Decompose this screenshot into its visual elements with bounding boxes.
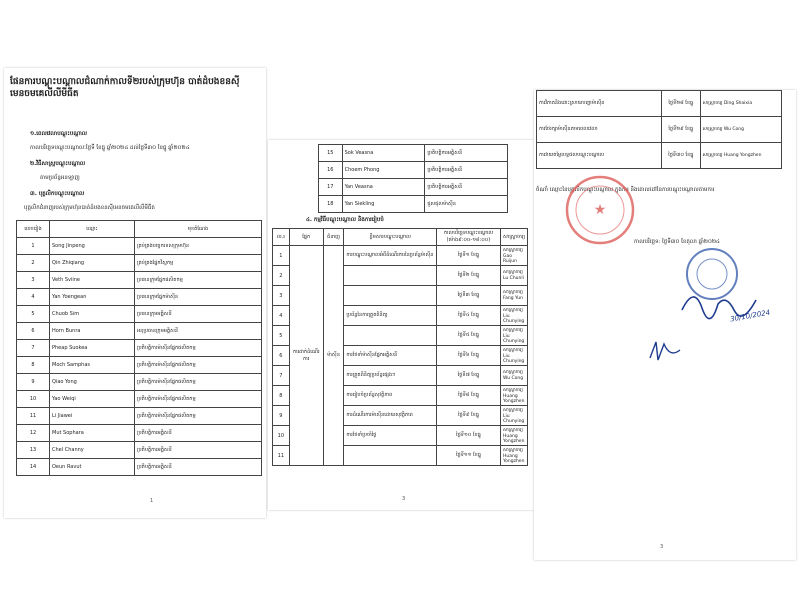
table-row [17,374,262,391]
page-number: 3 [660,544,664,550]
section-4-heading: ៤. កម្មវិធីបណ្តុះបណ្តាល និងការរៀបចំ [306,217,384,223]
training-topic: ប្រព័ន្ធនៃការត្រួតពិនិត្យ [344,306,437,326]
table-row [17,391,262,408]
teacher-name: សាស្ត្រាចារ្យ Huang Yongzhen [500,446,527,466]
staff-position: ប្រតិបត្តិការម៉ាស៊ីនផ្នែកផលិតកម្ម [135,340,262,357]
page-number: 3 [402,496,406,502]
staff-position: ប្រតិបត្តិការម៉ាស៊ីនផ្នែកផលិតកម្ម [135,391,262,408]
handwritten-date: 30/10/2024 [729,308,771,324]
table-row [17,323,262,340]
col-header-position: មុខតំណែង [135,221,262,238]
row-number: 5 [17,306,50,323]
row-number: 4 [17,289,50,306]
training-date: ថ្ងៃទី៩ ខែធ្នូ [436,406,500,426]
col-header-no: ល.រ [273,229,290,246]
table-row [17,425,262,442]
table-row [17,442,262,459]
row-number: 10 [273,426,290,446]
row-number: 18 [319,196,343,213]
training-date: ថ្ងៃទី៣០ ខែធ្នូ [662,143,701,169]
row-number: 13 [17,442,50,459]
staff-name: Yan Yoengean [50,289,135,306]
staff-position: អនុប្រធានក្រុមអគ្គិសនី [135,323,262,340]
staff-position: ប្រតិបត្តិការអគ្គិសនី [425,179,508,196]
staff-position: ប្រធានក្រុមផ្នែកផលិតកម្ម [135,272,262,289]
table-row [17,306,262,323]
table-row [273,246,528,266]
teacher-name: សាស្ត្រាចារ្យ Huang Yongzhen [700,143,781,169]
training-topic: ការបណ្តុះបណ្តាលអំពីដំណើរការនៃប្រព័ន្ធម៉ាស៊ីន [344,246,437,266]
note-text: ឈ្មោះនៃបុគ្គលិកបណ្តុះបណ្តាល ក្នុងការ និងគោលដៅនៃការបណ្តុះបណ្តាលតាមការ [549,187,715,193]
table-row [17,238,262,255]
staff-name: Li Jiawei [50,408,135,425]
teacher-name: សាស្ត្រាចារ្យ Liu Chunying [500,406,527,426]
training-date: ថ្ងៃទី២៨ ខែធ្នូ [662,91,701,117]
staff-position: ប្រធានក្រុមអគ្គិសនី [135,306,262,323]
table-row [17,340,262,357]
staff-name: Qiao Yong [50,374,135,391]
col-header-dept: ផ្នែក [289,229,323,246]
skill-cell: ម៉ាស៊ីន [323,246,344,466]
section-1-text: កាលបរិច្ឆេទបណ្តុះបណ្តាលៈថ្ងៃទី ខែធ្នូ ឆ្នាំ២០២៤ ដល់ថ្ងៃទី៣០ ខែធ្នូ ឆ្នាំ២០២៤ [30,145,190,151]
section-1-heading: ១.ពេលវេលាបណ្តុះបណ្តាល [30,131,88,137]
teacher-name: សាស្ត្រាចារ្យ Wu Cong [500,366,527,386]
table-row [537,117,782,143]
staff-position: ជួសជុលម៉ាស៊ីន [425,196,508,213]
department-cell: ការដាក់ដំណើរការ [289,246,323,466]
row-number: 2 [17,255,50,272]
staff-name: Yan Veasna [342,179,425,196]
row-number: 1 [17,238,50,255]
staff-name: Veth Sviine [50,272,135,289]
staff-name: Choem Phong [342,162,425,179]
signature-date: កាលបរិច្ឆេទ: ថ្ងៃទី៣០ ខែតុលា ឆ្នាំ២០២៤ [634,239,720,245]
training-date: ថ្ងៃទី១ ខែធ្នូ [436,246,500,266]
col-header-topic: ខ្លឹមសារបណ្តុះបណ្តាល [344,229,437,246]
teacher-name: សាស្ត្រាចារ្យ Liu Chunying [500,346,527,366]
row-number: 1 [273,246,290,266]
teacher-name: សាស្ត្រាចារ្យ Wu Cong [700,117,781,143]
staff-position: ប្រតិបត្តិការអគ្គិសនី [135,442,262,459]
staff-position: គ្រប់គ្រងផ្នែកវិស្វកម្ម [135,255,262,272]
row-number: 9 [17,374,50,391]
row-number: 16 [319,162,343,179]
table-row [319,145,508,162]
row-number: 2 [273,266,290,286]
training-topic: ការថែទាំម៉ាស៊ីនផ្នែកអគ្គិសនី [344,346,437,366]
training-topic [344,266,437,286]
table-row [17,408,262,425]
row-number: 8 [17,357,50,374]
section-2-text: តាមប្រព័ន្ធអនឡាញ [40,175,80,181]
staff-name: Song Jinpeng [50,238,135,255]
row-number: 7 [273,366,290,386]
row-number: 3 [273,286,290,306]
training-date: ថ្ងៃទី២៩ ខែធ្នូ [662,117,701,143]
staff-name: Pheap Suokea [50,340,135,357]
training-date: ថ្ងៃទី២ ខែធ្នូ [436,266,500,286]
table-row [537,91,782,117]
training-topic: ការវិភាគនិងដោះស្រាយបញ្ហាម៉ាស៊ីន [537,91,662,117]
table-row [17,459,262,476]
staff-name: Mut Sophara [50,425,135,442]
col-header-date: កាលបរិច្ឆេទបណ្តុះបណ្តាល (ម៉ោង៩:០០-១៨:០០) [436,229,500,246]
staff-position: ប្រតិបត្តិការអគ្គិសនី [135,425,262,442]
teacher-name: សាស្ត្រាចារ្យ Huang Yongzhen [500,386,527,406]
signature [674,280,764,330]
company-stamp [564,174,636,246]
staff-table [16,220,262,476]
section-2-heading: ២.វិធីសាស្ត្របណ្តុះបណ្តាល [30,161,86,167]
teacher-name: សាស្ត្រាចារ្យ Liu Chunying [500,326,527,346]
staff-position: ប្រតិបត្តិការអគ្គិសនី [135,459,262,476]
initials [646,338,686,366]
row-number: 6 [273,346,290,366]
staff-name: Chuob Sim [50,306,135,323]
staff-name: Yao Weiqi [50,391,135,408]
training-date: ថ្ងៃទី៦ ខែធ្នូ [436,346,500,366]
page-number: 1 [150,498,154,504]
row-number: 8 [273,386,290,406]
training-date: ថ្ងៃទី៣ ខែធ្នូ [436,286,500,306]
staff-position: ប្រតិបត្តិការម៉ាស៊ីនផ្នែកផលិតកម្ម [135,408,262,425]
row-number: 11 [17,408,50,425]
training-date: ថ្ងៃទី៥ ខែធ្នូ [436,326,500,346]
table-row [17,272,262,289]
table-row [17,357,262,374]
row-number: 5 [273,326,290,346]
staff-table-continued [318,144,508,213]
row-number: 11 [273,446,290,466]
staff-name: Moch Samphas [50,357,135,374]
training-topic [344,446,437,466]
training-date: ថ្ងៃទី១១ ខែធ្នូ [436,446,500,466]
teacher-name: សាស្ត្រាចារ្យ Gao Ruijun [500,246,527,266]
staff-name: Chel Channy [50,442,135,459]
staff-position: ប្រតិបត្តិការអគ្គិសនី [425,162,508,179]
staff-name: Sok Veasna [342,145,425,162]
row-number: 10 [17,391,50,408]
document-title: ផែនការបណ្តុះបណ្តាលជំណាក់កាលទី២របស់ក្រុមហ៊ុន បាត់ដំបងខនស៊ីមេនចមគេលីលីមីធីត [10,77,240,100]
training-topic: ការថែទាំប្រចាំថ្ងៃ [344,426,437,446]
col-header-name: ឈ្មោះ [50,221,135,238]
table-row [17,255,262,272]
document-page-2 [268,140,534,510]
row-number: 9 [273,406,290,426]
row-number: 14 [17,459,50,476]
training-date: ថ្ងៃទី៧ ខែធ្នូ [436,366,500,386]
training-topic [344,326,437,346]
training-topic: ការដំណើរការម៉ាស៊ីនដោយសុវត្ថិភាព [344,406,437,426]
staff-position: ប្រតិបត្តិការម៉ាស៊ីនផ្នែកផលិតកម្ម [135,357,262,374]
training-topic: ការថែរក្សាម៉ាស៊ីនតាមពេលវេលា [537,117,662,143]
row-number: 17 [319,179,343,196]
staff-name: Yan Siekling [342,196,425,213]
training-topic: ការវាយតម្លៃលទ្ធផលបណ្តុះបណ្តាល [537,143,662,169]
row-number: 6 [17,323,50,340]
section-3-heading: ៣. បុគ្គលិកបណ្តុះបណ្តាល [30,191,85,197]
table-row [537,143,782,169]
section-3-text: បុគ្គលិកជំនាញរបស់ក្រុមហ៊ុនបាត់ដំបងខនស៊ីមេនចមគេលីលីមីធីត [24,205,155,211]
note-prefix: ចំណាំ [536,187,548,193]
teacher-name: សាស្ត្រាចារ្យ Ding Shaixia [700,91,781,117]
staff-name: Qin Zhiqiang [50,255,135,272]
table-row [319,162,508,179]
staff-name: Oeun Ravut [50,459,135,476]
staff-position: ប្រតិបត្តិការម៉ាស៊ីនផ្នែកផលិតកម្ម [135,374,262,391]
training-date: ថ្ងៃទី៤ ខែធ្នូ [436,306,500,326]
training-date: ថ្ងៃទី៨ ខែធ្នូ [436,386,500,406]
program-table-continued [536,90,782,169]
teacher-name: សាស្ត្រាចារ្យ Fang Yun [500,286,527,306]
staff-position: ប្រតិបត្តិការអគ្គិសនី [425,145,508,162]
col-header-teacher: សាស្ត្រាចារ្យ [500,229,527,246]
training-topic: ការត្រួតពិនិត្យប្រព័ន្ធផ្សេងៗ [344,366,437,386]
program-table [272,228,528,466]
training-topic: ការរៀបចំប្រព័ន្ធសុវត្ថិភាព [344,386,437,406]
row-number: 12 [17,425,50,442]
teacher-name: សាស្ត្រាចារ្យ Lu Chunli [500,266,527,286]
document-page-3 [534,90,796,560]
staff-position: គ្រប់គ្រងបច្ចេកទេសក្រុមហ៊ុន [135,238,262,255]
table-row [17,289,262,306]
col-header-no: លេខរៀង [17,221,50,238]
training-date: ថ្ងៃទី១០ ខែធ្នូ [436,426,500,446]
teacher-name: សាស្ត្រាចារ្យ Liu Chunying [500,306,527,326]
document-page-1 [4,68,266,518]
table-row [319,196,508,213]
row-number: 3 [17,272,50,289]
row-number: 15 [319,145,343,162]
row-number: 4 [273,306,290,326]
col-header-skill: ជំនាញ [323,229,344,246]
training-topic [344,286,437,306]
teacher-name: សាស្ត្រាចារ្យ Huang Yongzhen [500,426,527,446]
staff-position: ប្រធានក្រុមផ្នែកម៉ាស៊ីន [135,289,262,306]
table-row [319,179,508,196]
staff-name: Horn Bunra [50,323,135,340]
svg-text:★: ★ [593,202,607,218]
row-number: 7 [17,340,50,357]
